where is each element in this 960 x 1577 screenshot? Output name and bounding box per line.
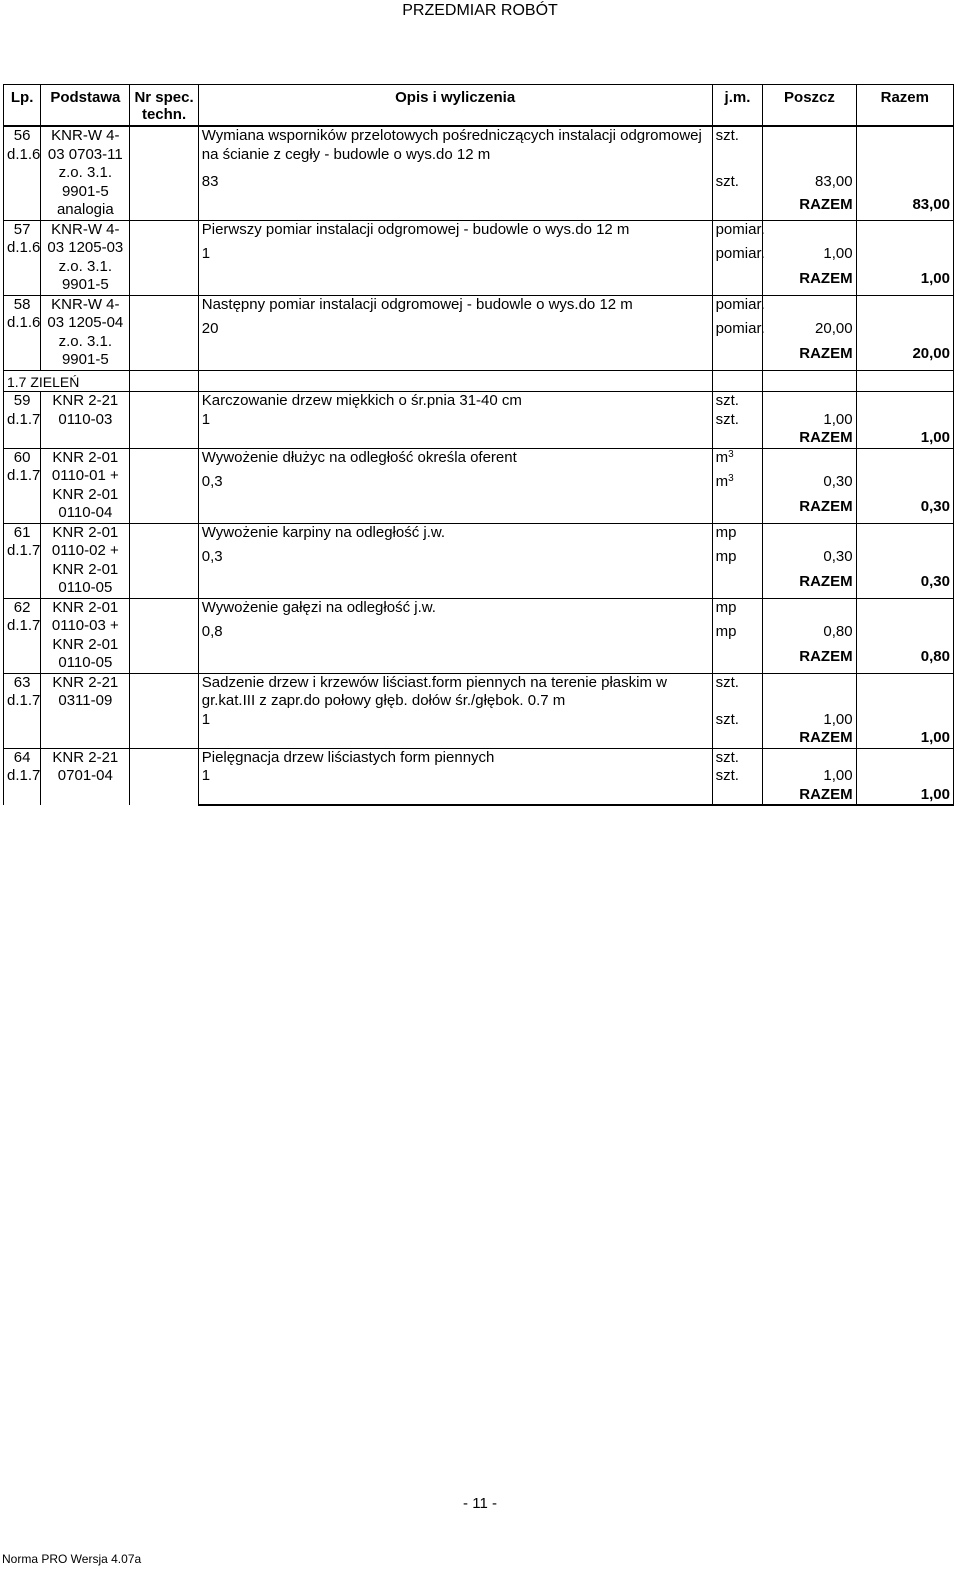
item-podstawa: KNR 2-01 0110-01 + KNR 2-01 0110-04 bbox=[41, 448, 130, 523]
razem-label: RAZEM bbox=[763, 498, 856, 523]
item-podstawa: KNR 2-01 0110-03 + KNR 2-01 0110-05 bbox=[41, 598, 130, 673]
item-unit: pomiar. bbox=[712, 220, 763, 245]
empty-cell bbox=[198, 786, 712, 806]
empty-cell bbox=[712, 345, 763, 370]
item-row bbox=[4, 126, 954, 173]
item-description: Wywożenie dłużyc na odległość określa oferent bbox=[198, 448, 712, 473]
item-row bbox=[4, 748, 954, 767]
calc-unit: szt. bbox=[712, 711, 763, 730]
item-row bbox=[4, 392, 954, 411]
razem-value: 1,00 bbox=[856, 729, 953, 748]
calc-value: 83,00 bbox=[763, 173, 856, 196]
item-description: Pielęgnacja drzew liściastych form piennych bbox=[198, 748, 712, 767]
item-nr-spec bbox=[130, 598, 198, 673]
empty-cell bbox=[198, 429, 712, 448]
item-podstawa: KNR-W 4-03 0703-11 z.o. 3.1. 9901-5 analogia bbox=[41, 126, 130, 220]
item-unit: szt. bbox=[712, 392, 763, 411]
empty-cell bbox=[712, 573, 763, 598]
empty-cell bbox=[856, 411, 953, 430]
item-description: Karczowanie drzew miękkich o śr.pnia 31-40 cm bbox=[198, 392, 712, 411]
empty-cell bbox=[856, 523, 953, 548]
empty-cell bbox=[712, 786, 763, 806]
empty-cell bbox=[856, 173, 953, 196]
item-description: Wymiana wsporników przelotowych pośredniczących instalacji odgromowej na ścianie z cegły - budowle o wys.do 12 m bbox=[198, 126, 712, 173]
empty-cell bbox=[763, 448, 856, 473]
empty-cell bbox=[712, 370, 763, 392]
razem-label: RAZEM bbox=[763, 786, 856, 806]
item-nr-spec bbox=[130, 748, 198, 805]
col-header-podstawa: Podstawa bbox=[41, 85, 130, 127]
razem-value: 1,00 bbox=[856, 786, 953, 806]
empty-cell bbox=[712, 196, 763, 220]
item-row bbox=[4, 220, 954, 245]
calc-value: 0,30 bbox=[763, 473, 856, 498]
col-header-razem: Razem bbox=[856, 85, 953, 127]
empty-cell bbox=[763, 673, 856, 711]
item-lp: 56 d.1.6 bbox=[4, 126, 41, 220]
empty-cell bbox=[856, 748, 953, 767]
calc-value: 1,00 bbox=[763, 411, 856, 430]
section-heading: 1.7 ZIELEŃ bbox=[4, 370, 130, 392]
empty-cell bbox=[198, 498, 712, 523]
empty-cell bbox=[712, 498, 763, 523]
item-unit: $m^3$ bbox=[712, 448, 763, 473]
empty-cell bbox=[856, 295, 953, 320]
col-header-lp: Lp. bbox=[4, 85, 41, 127]
empty-cell bbox=[763, 392, 856, 411]
col-header-poszcz: Poszcz bbox=[763, 85, 856, 127]
empty-cell bbox=[198, 196, 712, 220]
item-podstawa: KNR 2-01 0110-02 + KNR 2-01 0110-05 bbox=[41, 523, 130, 598]
calc-unit: szt. bbox=[712, 173, 763, 196]
empty-cell bbox=[856, 320, 953, 345]
calc-unit: szt. bbox=[712, 411, 763, 430]
calc-unit: $m^3$ bbox=[712, 473, 763, 498]
empty-cell bbox=[763, 126, 856, 173]
calc-expression: 83 bbox=[198, 173, 712, 196]
empty-cell bbox=[763, 523, 856, 548]
item-description: Pierwszy pomiar instalacji odgromowej - budowle o wys.do 12 m bbox=[198, 220, 712, 245]
empty-cell bbox=[712, 270, 763, 295]
item-nr-spec bbox=[130, 673, 198, 748]
item-lp: 57 d.1.6 bbox=[4, 220, 41, 295]
razem-value: 1,00 bbox=[856, 429, 953, 448]
empty-cell bbox=[130, 370, 198, 392]
item-description: Wywożenie karpiny na odległość j.w. bbox=[198, 523, 712, 548]
calc-value: 20,00 bbox=[763, 320, 856, 345]
razem-value: 20,00 bbox=[856, 345, 953, 370]
item-description: Wywożenie gałęzi na odległość j.w. bbox=[198, 598, 712, 623]
item-lp: 59 d.1.7 bbox=[4, 392, 41, 449]
item-nr-spec bbox=[130, 295, 198, 370]
razem-value: 83,00 bbox=[856, 196, 953, 220]
empty-cell bbox=[856, 370, 953, 392]
calc-expression: 20 bbox=[198, 320, 712, 345]
item-lp: 61 d.1.7 bbox=[4, 523, 41, 598]
item-unit: mp bbox=[712, 598, 763, 623]
item-unit: pomiar. bbox=[712, 295, 763, 320]
item-lp: 63 d.1.7 bbox=[4, 673, 41, 748]
table-header-row bbox=[4, 85, 954, 127]
empty-cell bbox=[198, 270, 712, 295]
empty-cell bbox=[856, 245, 953, 270]
empty-cell bbox=[763, 295, 856, 320]
item-unit: szt. bbox=[712, 673, 763, 711]
empty-cell bbox=[856, 767, 953, 786]
razem-value: 1,00 bbox=[856, 270, 953, 295]
calc-unit: mp bbox=[712, 623, 763, 648]
item-nr-spec bbox=[130, 220, 198, 295]
calc-value: 1,00 bbox=[763, 711, 856, 730]
item-description: Sadzenie drzew i krzewów liściast.form piennych na terenie płaskim w gr.kat.III z zapr.do połowy głęb. dołów śr./głębok. 0.7 m bbox=[198, 673, 712, 711]
empty-cell bbox=[763, 748, 856, 767]
razem-value: 0,30 bbox=[856, 498, 953, 523]
empty-cell bbox=[763, 598, 856, 623]
col-header-nr: Nr spec. techn. bbox=[130, 85, 198, 127]
item-nr-spec bbox=[130, 392, 198, 449]
page-title: PRZEDMIAR ROBÓT bbox=[402, 2, 558, 19]
razem-label: RAZEM bbox=[763, 429, 856, 448]
item-lp: 58 d.1.6 bbox=[4, 295, 41, 370]
calc-expression: 0,3 bbox=[198, 473, 712, 498]
przedmiar-table bbox=[3, 84, 954, 806]
calc-expression: 1 bbox=[198, 245, 712, 270]
calc-unit: mp bbox=[712, 548, 763, 573]
item-row bbox=[4, 295, 954, 320]
razem-label: RAZEM bbox=[763, 270, 856, 295]
empty-cell bbox=[856, 473, 953, 498]
razem-label: RAZEM bbox=[763, 573, 856, 598]
razem-label: RAZEM bbox=[763, 345, 856, 370]
col-header-opis: Opis i wyliczenia bbox=[198, 85, 712, 127]
calc-unit: szt. bbox=[712, 767, 763, 786]
empty-cell bbox=[198, 573, 712, 598]
empty-cell bbox=[198, 648, 712, 673]
software-version: Norma PRO Wersja 4.07a bbox=[2, 1552, 142, 1566]
calc-unit: pomiar. bbox=[712, 245, 763, 270]
calc-value: 1,00 bbox=[763, 245, 856, 270]
empty-cell bbox=[856, 673, 953, 711]
empty-cell bbox=[198, 729, 712, 748]
calc-value: 0,30 bbox=[763, 548, 856, 573]
item-lp: 60 d.1.7 bbox=[4, 448, 41, 523]
calc-expression: 0,3 bbox=[198, 548, 712, 573]
item-lp: 62 d.1.7 bbox=[4, 598, 41, 673]
calc-unit: pomiar. bbox=[712, 320, 763, 345]
calc-value: 1,00 bbox=[763, 767, 856, 786]
item-nr-spec bbox=[130, 126, 198, 220]
item-unit: mp bbox=[712, 523, 763, 548]
empty-cell bbox=[712, 429, 763, 448]
empty-cell bbox=[856, 448, 953, 473]
empty-cell bbox=[198, 370, 712, 392]
item-nr-spec bbox=[130, 448, 198, 523]
empty-cell bbox=[856, 711, 953, 730]
calc-expression: 0,8 bbox=[198, 623, 712, 648]
col-header-jm: j.m. bbox=[712, 85, 763, 127]
calc-expression: 1 bbox=[198, 411, 712, 430]
razem-value: 0,30 bbox=[856, 573, 953, 598]
calc-value: 0,80 bbox=[763, 623, 856, 648]
empty-cell bbox=[712, 729, 763, 748]
item-nr-spec bbox=[130, 523, 198, 598]
item-row bbox=[4, 673, 954, 711]
calc-expression: 1 bbox=[198, 767, 712, 786]
item-lp: 64 d.1.7 bbox=[4, 748, 41, 805]
empty-cell bbox=[856, 126, 953, 173]
item-podstawa: KNR-W 4-03 1205-04 z.o. 3.1. 9901-5 bbox=[41, 295, 130, 370]
section-row bbox=[4, 370, 954, 392]
item-row bbox=[4, 523, 954, 548]
calc-expression: 1 bbox=[198, 711, 712, 730]
empty-cell bbox=[856, 548, 953, 573]
razem-label: RAZEM bbox=[763, 648, 856, 673]
item-podstawa: KNR 2-21 0311-09 bbox=[41, 673, 130, 748]
empty-cell bbox=[856, 392, 953, 411]
empty-cell bbox=[763, 220, 856, 245]
item-podstawa: KNR-W 4-03 1205-03 z.o. 3.1. 9901-5 bbox=[41, 220, 130, 295]
empty-cell bbox=[198, 345, 712, 370]
empty-cell bbox=[856, 623, 953, 648]
item-description: Następny pomiar instalacji odgromowej - budowle o wys.do 12 m bbox=[198, 295, 712, 320]
item-row bbox=[4, 448, 954, 473]
item-podstawa: KNR 2-21 0701-04 bbox=[41, 748, 130, 805]
razem-label: RAZEM bbox=[763, 729, 856, 748]
empty-cell bbox=[856, 220, 953, 245]
empty-cell bbox=[712, 648, 763, 673]
item-unit: szt. bbox=[712, 748, 763, 767]
empty-cell bbox=[763, 370, 856, 392]
item-unit: szt. bbox=[712, 126, 763, 173]
item-podstawa: KNR 2-21 0110-03 bbox=[41, 392, 130, 449]
razem-value: 0,80 bbox=[856, 648, 953, 673]
page-number: - 11 - bbox=[463, 1495, 497, 1512]
empty-cell bbox=[856, 598, 953, 623]
item-row bbox=[4, 598, 954, 623]
razem-label: RAZEM bbox=[763, 196, 856, 220]
